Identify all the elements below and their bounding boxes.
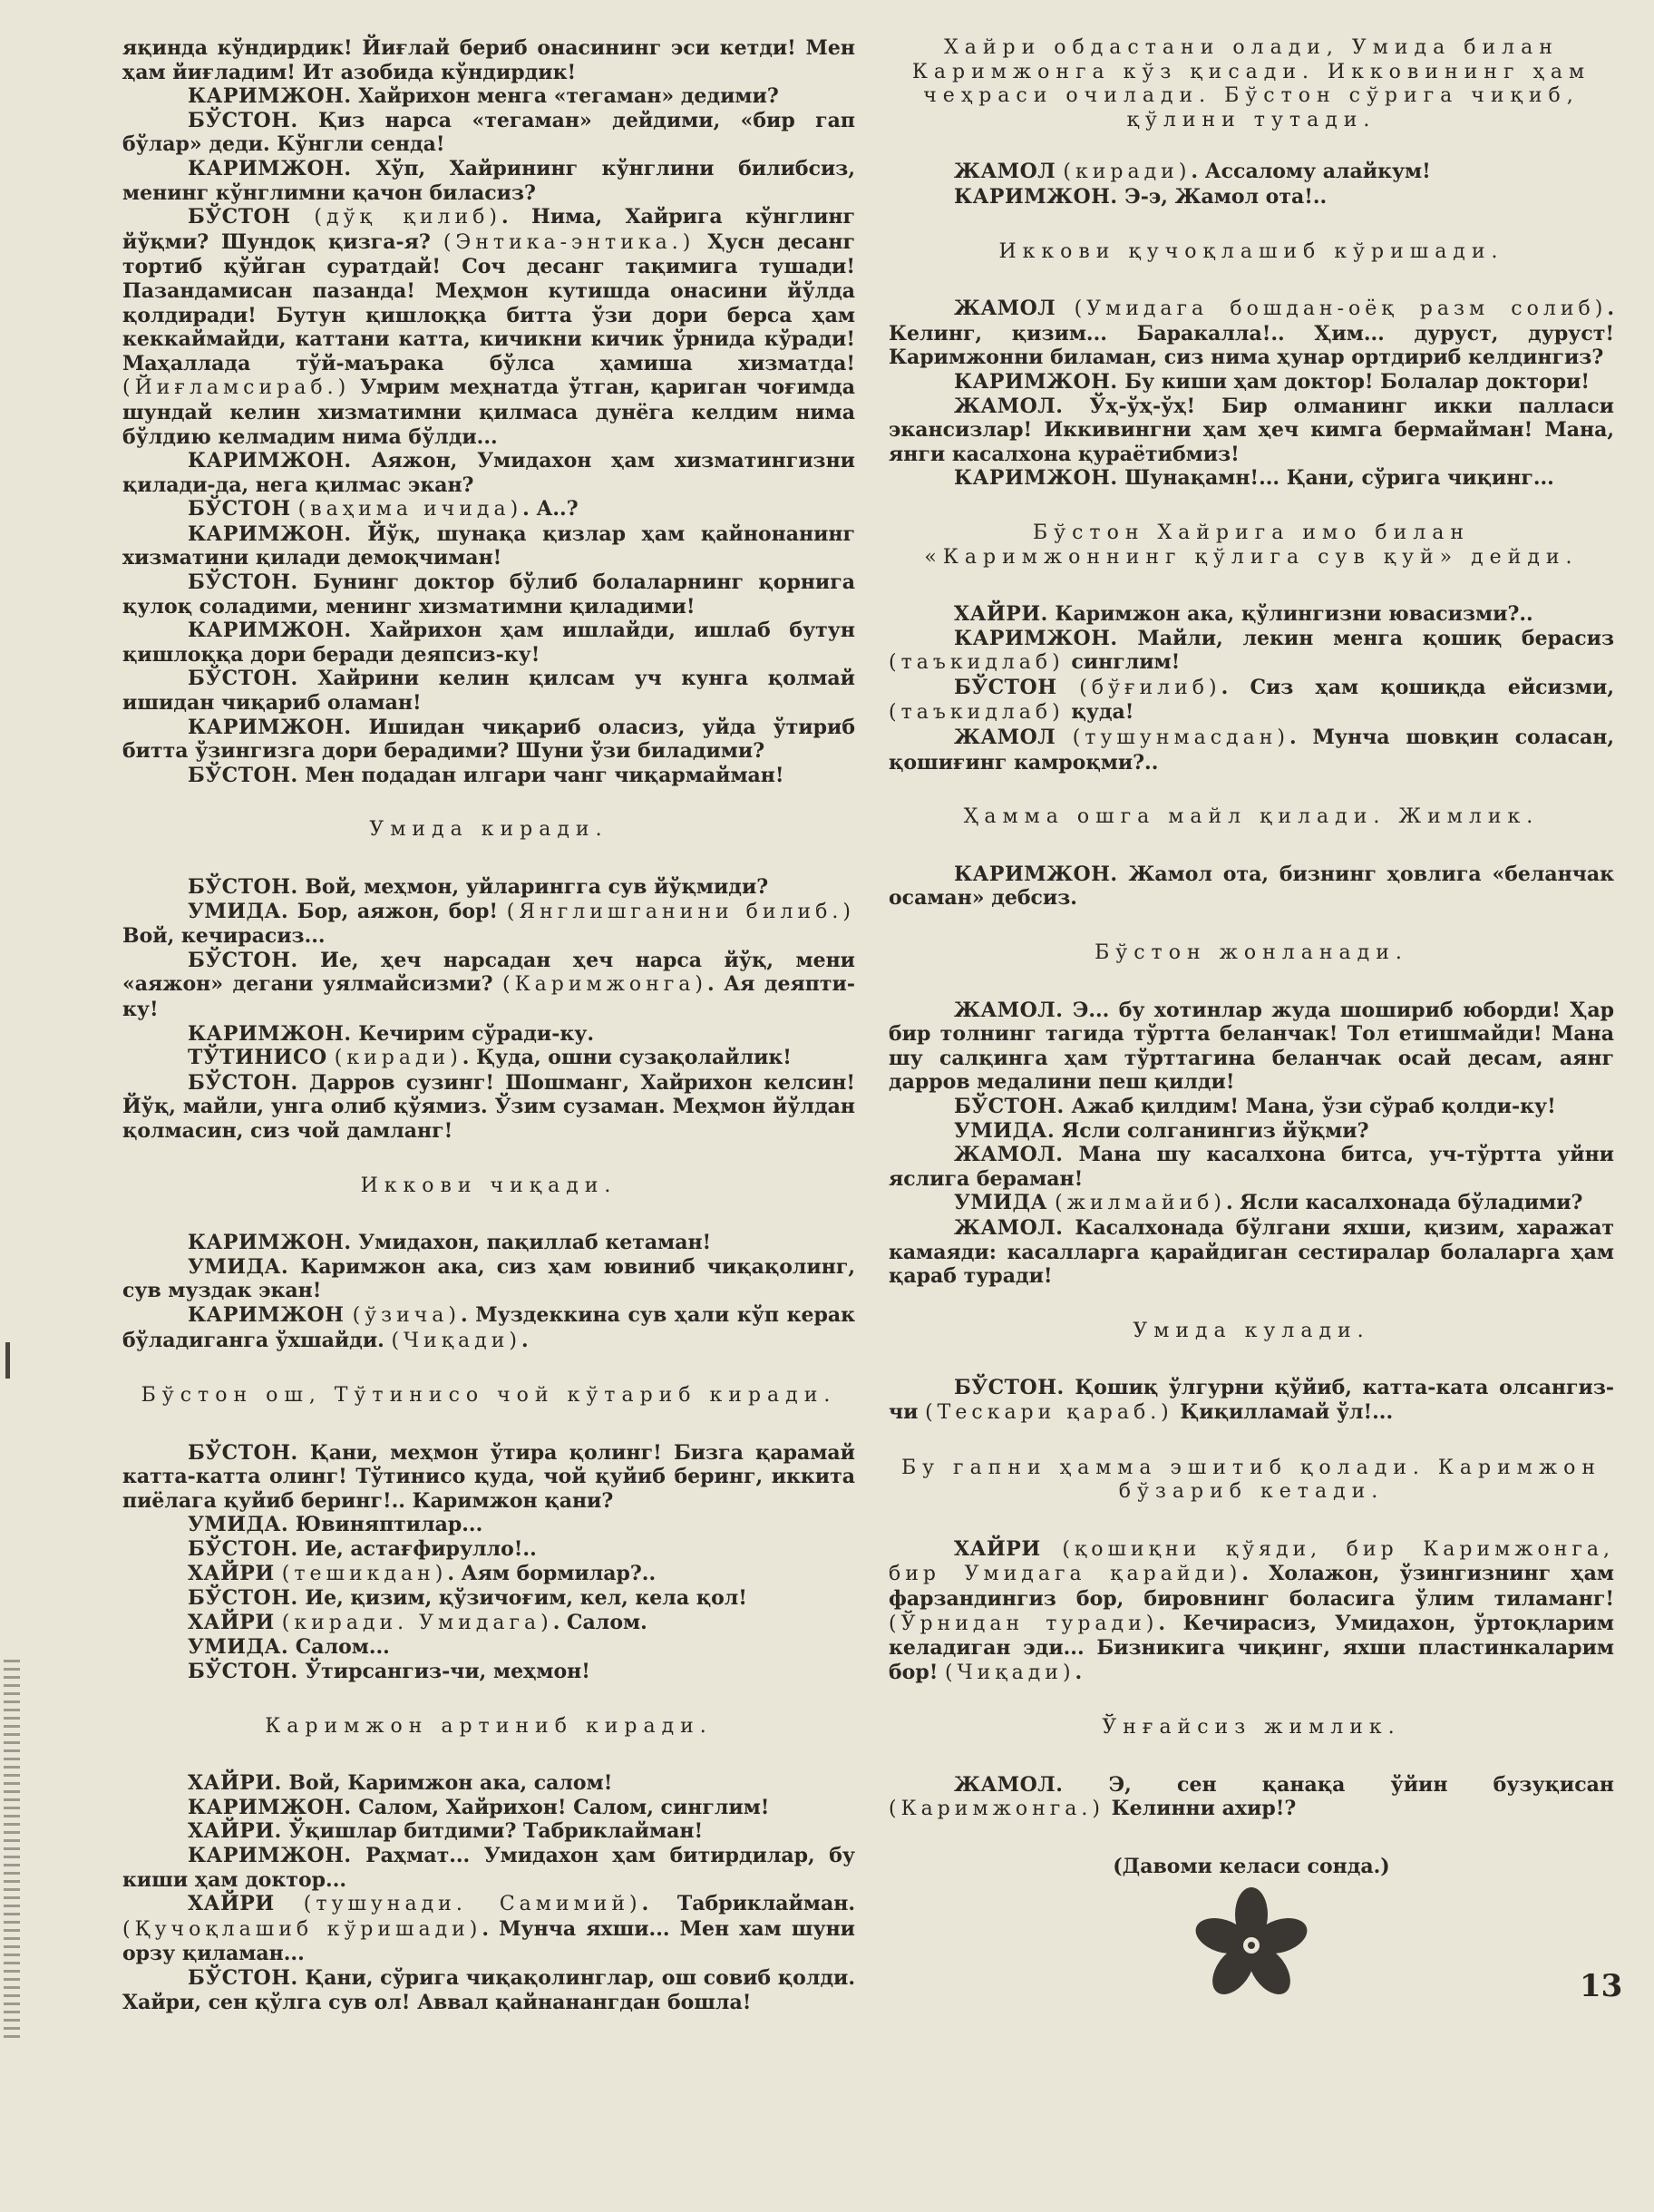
dialogue-line xyxy=(889,862,1614,911)
dialogue-line xyxy=(889,297,1614,370)
speech-text: Касалхонада бўлгани яхши, қизим, харажат камаяди: касалларга қарайдиган сестиралар болаларга ҳам қараб туради! xyxy=(889,1215,1614,1289)
stage-remark: (Чиқади) xyxy=(945,1661,1075,1684)
speech-text: Мен подадан илгари чанг чиқармайман! xyxy=(297,763,784,787)
speech-text: Дарров сузинг! Шошманг, Хайрихон келсин! Йўқ, майли, унга олиб қўямиз. Ўзим сузаман. Меҳмон йўлдан қолмасин, сиз чой дамланг! xyxy=(122,1070,855,1143)
speaker-name: БЎСТОН. xyxy=(188,570,298,595)
stage-direction: Умида киради. xyxy=(369,818,608,842)
dialogue-line xyxy=(122,109,855,157)
speech-text: . Муздеккина сув ҳали кўп керак бўладиганга ўхшайди. xyxy=(122,1302,855,1352)
speech-text: . Салом. xyxy=(552,1610,647,1634)
speech-text: Қиқилламай ўл!... xyxy=(1172,1399,1394,1424)
speech-text: синглим! xyxy=(1064,650,1181,675)
speech-text: . xyxy=(521,1328,529,1352)
stage-remark: (тушунади. Самимий) xyxy=(303,1893,642,1916)
dialogue-line xyxy=(122,1255,855,1303)
stage-direction: Иккови қучоқлашиб кўришади. xyxy=(998,239,1504,263)
speaker-name: КАРИМЖОН. xyxy=(188,84,352,109)
stage-remark: (Чиқади) xyxy=(391,1329,521,1352)
stage-remark: (ўзича) xyxy=(352,1303,461,1327)
stage-remark: (қошиқни қўяди, бир Каримжонга, бир Умидага қарайди) xyxy=(889,1537,1614,1586)
speech-text: Ие, ҳеч нарсадан ҳеч нарса йўқ, мени «аяжон» дегани уялмайсизми? xyxy=(122,948,855,997)
speech-text: . Мунча шовқин соласан, қошиғинг камроқми?.. xyxy=(889,726,1614,775)
dialogue-line xyxy=(889,1095,1614,1119)
speaker-name: УМИДА. xyxy=(188,899,289,923)
stage-remark: (Энтика-энтика.) xyxy=(443,230,696,254)
dialogue-line xyxy=(889,1773,1614,1822)
speech-text: Ишидан чиқариб оласиз, уйда ўтириб битта ўзингизга дори берадими? Шуни ўзи биладими? xyxy=(122,715,855,764)
speaker-name: КАРИМЖОН. xyxy=(188,156,352,180)
stage-remark: (Янглишганини билиб.) xyxy=(506,900,855,923)
dialogue-line xyxy=(122,1586,855,1611)
dialogue-line xyxy=(122,157,855,205)
speech-text: Ўҳ-ўҳ-ўҳ! Бир олманинг икки палласи экансизлар! Иккивингни ҳам ҳеч кимга бермайман! Мана, янги касалхона қураётибмиз! xyxy=(889,394,1614,466)
dialogue-line xyxy=(122,1892,855,1966)
dialogue-line xyxy=(122,1771,855,1796)
speaker-name: УМИДА. xyxy=(188,1635,289,1660)
speaker-name: КАРИМЖОН xyxy=(188,1302,353,1327)
dialogue-line xyxy=(122,497,855,522)
speech-text: . Келинг, қизим... Баракалла!.. Ҳим... дуруст, дуруст! Каримжонни биламан, сиз нима ҳунар ортдириб келдингиз? xyxy=(889,297,1614,370)
speaker-name: БЎСТОН xyxy=(954,675,1080,699)
speech-text: Қани, сўрига чиқақолинглар, ош совиб қолди. Хайри, сен қўлга сув ол! Аввал қайнанангдан бошла! xyxy=(122,1965,855,2014)
dialogue-line xyxy=(889,1119,1614,1144)
dialogue-line xyxy=(122,570,855,619)
speaker-name: БЎСТОН xyxy=(188,205,315,229)
speech-text: Ажаб қилдим! Мана, ўзи сўраб қолди-ку! xyxy=(1064,1095,1556,1118)
dialogue-line xyxy=(122,1022,855,1047)
stage-direction: Бўстон жонланади. xyxy=(1095,941,1408,965)
dialogue-line xyxy=(122,1966,855,2014)
dialogue-line xyxy=(122,1513,855,1537)
stage-remark: (таъкидлаб) xyxy=(889,651,1065,675)
speaker-name: БЎСТОН. xyxy=(188,1537,298,1562)
speech-text: . Ассалому алайкум! xyxy=(1191,160,1431,184)
dialogue-line xyxy=(889,627,1614,676)
dialogue-line xyxy=(122,1819,855,1844)
dialogue-line xyxy=(122,1796,855,1820)
speech-text: . Қуда, ошни сузақолайлик! xyxy=(462,1046,792,1070)
dialogue-line xyxy=(889,1216,1614,1289)
speech-text: Йўқ, шунақа қизлар ҳам қайнонанинг хизматини қилади демоқчиман! xyxy=(122,521,855,570)
stage-remark: (Ўрнидан туради) xyxy=(889,1612,1159,1635)
speaker-name: БЎСТОН xyxy=(188,497,298,521)
dialogue-line xyxy=(122,1071,855,1144)
speaker-name: БЎСТОН. xyxy=(188,1660,298,1684)
dialogue-line xyxy=(122,1562,855,1587)
dialogue-line xyxy=(889,999,1614,1095)
speaker-name: БЎСТОН. xyxy=(954,1095,1065,1118)
speech-text: Мана шу касалхона битса, уч-тўртта уйни яслига бераман! xyxy=(889,1143,1614,1191)
speech-text: Вой, кечирасиз... xyxy=(122,924,326,949)
speech-text: Майли, лекин менга қошиқ берасиз xyxy=(1117,626,1614,650)
stage-remark: (Каримжонга.) xyxy=(889,1798,1104,1821)
speaker-name: КАРИМЖОН. xyxy=(954,626,1118,650)
speech-text: . Ясли касалхонада бўладими? xyxy=(1225,1191,1583,1215)
stage-direction: Ҳамма ошга майл қилади. Жимлик. xyxy=(963,805,1540,829)
speaker-name: БЎСТОН. xyxy=(954,1376,1065,1400)
speech-text: Бор, аяжон, бор! xyxy=(288,899,507,923)
speech-text: . xyxy=(1075,1660,1083,1684)
speaker-name: БЎСТОН. xyxy=(188,875,298,899)
dialogue-line xyxy=(122,764,855,788)
speaker-name: БЎСТОН. xyxy=(188,763,298,787)
speaker-name: ЖАМОЛ xyxy=(954,297,1075,321)
stage-remark: (киради) xyxy=(1063,161,1192,184)
speech-text: Қиз нарса «тегаман» дейдими, «бир гап бўлар» деди. Кўнгли сенда! xyxy=(122,108,855,157)
dialogue-line xyxy=(889,185,1614,210)
speech-text: Ие, астағфирулло!.. xyxy=(297,1537,537,1562)
speech-text: Салом, Хайрихон! Салом, синглим! xyxy=(351,1795,770,1819)
speaker-name: ЖАМОЛ. xyxy=(954,998,1064,1022)
dialogue-line xyxy=(122,1231,855,1255)
speech-text: Вой, меҳмон, уйларингга сув йўқмиди? xyxy=(297,875,769,899)
speech-text: яқинда кўндирдик! Йиғлай бериб онасининг эси кетди! Мен ҳам йиғладим! Ит азобида кўндирдик! xyxy=(122,36,855,84)
continued-note: (Давоми келаси сонда.) xyxy=(1113,1855,1390,1879)
dialogue-line xyxy=(122,1046,855,1071)
dialogue-line xyxy=(122,875,855,900)
dialogue-line xyxy=(122,1537,855,1562)
speech-text: . Табриклайман. xyxy=(641,1892,855,1916)
speech-text: Бунинг доктор бўлиб болаларнинг қорнига қулоқ соладими, менинг хизматимни қиладими! xyxy=(122,570,855,619)
speech-text: Каримжон ака, қўлингизни ювасизми?.. xyxy=(1047,602,1533,627)
stage-remark: (таъкидлаб) xyxy=(889,701,1065,725)
dialogue-line xyxy=(122,522,855,570)
stage-remark: (тушунмасдан) xyxy=(1072,726,1289,750)
speaker-name: ЖАМОЛ. xyxy=(954,394,1064,418)
speech-text: Салом... xyxy=(288,1635,390,1660)
dialogue-line xyxy=(122,716,855,764)
speech-text: . Холажон, ўзингизнинг ҳам фарзандингиз бор, бировнинг боласига ўлим тиламанг! xyxy=(889,1562,1615,1611)
dialogue-line xyxy=(122,1303,855,1353)
speaker-name: ТЎТИНИСО xyxy=(188,1046,335,1070)
speaker-name: КАРИМЖОН. xyxy=(188,449,352,473)
speech-text: Ўқишлар битдими? Табриклайман! xyxy=(281,1819,704,1844)
speaker-name: КАРИМЖОН. xyxy=(188,619,352,643)
speech-text: Келинни ахир!? xyxy=(1104,1797,1297,1821)
dialogue-line xyxy=(122,1635,855,1660)
speech-text: Умрим меҳнатда ўтган, қариган чоғимда шундай келин хизматимни қилмаса дунёга келдим нима бўлдию келмадим нима бўлди... xyxy=(122,375,855,449)
speaker-name: КАРИМЖОН. xyxy=(954,862,1118,886)
speaker-name: БЎСТОН. xyxy=(188,108,298,132)
dialogue-line xyxy=(889,676,1614,726)
speaker-name: КАРИМЖОН. xyxy=(188,1231,352,1255)
speaker-name: КАРИМЖОН. xyxy=(954,466,1118,491)
dialogue-line xyxy=(889,726,1614,775)
dialogue-line xyxy=(889,466,1614,491)
stage-remark: (Йиғламсираб.) xyxy=(122,376,351,400)
speaker-name: КАРИМЖОН. xyxy=(188,1844,352,1867)
edge-mark xyxy=(5,1342,10,1379)
stage-direction: Бу гапни ҳамма эшитиб қолади. Каримжон бўзариб кетади. xyxy=(900,1456,1602,1504)
speaker-name: КАРИМЖОН. xyxy=(188,521,352,546)
speech-text: Кечирим сўради-ку. xyxy=(351,1021,595,1046)
left-column xyxy=(122,36,855,2014)
speaker-name: БЎСТОН. xyxy=(188,1070,298,1095)
speech-text: Хўп, Хайрининг кўнглини билибсиз, менинг кўнглимни қачон биласиз? xyxy=(122,156,855,205)
speech-text: Ўтирсангиз-чи, меҳмон! xyxy=(297,1660,590,1684)
speaker-name: ЖАМОЛ xyxy=(954,726,1073,750)
speech-text: Э, сен қанақа ўйин бузуқисан xyxy=(1063,1772,1614,1797)
dialogue-line xyxy=(122,84,855,109)
speech-text: . Ая деяпти-ку! xyxy=(122,972,855,1021)
speech-text: . Кечирасиз, Умидахон, ўртоқларим келадиган эди... Бизникига чиқинг, яхши пластинкаларим бор! xyxy=(889,1611,1614,1684)
flower-ornament-icon xyxy=(1188,1882,1315,2009)
dialogue-line xyxy=(122,1660,855,1684)
speaker-name: УМИДА xyxy=(954,1191,1056,1215)
speaker-name: УМИДА. xyxy=(188,1254,289,1279)
stage-remark: (тешикдан) xyxy=(281,1562,448,1585)
speaker-name: КАРИМЖОН. xyxy=(188,715,352,739)
dialogue-line xyxy=(122,619,855,667)
speech-text: . А..? xyxy=(522,497,579,521)
dialogue-line xyxy=(889,1143,1614,1191)
stage-remark: (бўғилиб) xyxy=(1079,676,1221,699)
speaker-name: КАРИМЖОН. xyxy=(954,369,1118,394)
dialogue-line xyxy=(889,602,1614,627)
speaker-name: ЖАМОЛ. xyxy=(954,1143,1064,1167)
speech-text: Қошиқ ўлгурни қўйиб, катта-ката олсангиз-чи xyxy=(889,1376,1614,1424)
dialogue-line xyxy=(122,1844,855,1892)
right-column xyxy=(889,36,1614,1879)
stage-remark: (Каримжонга) xyxy=(502,973,707,997)
speech-text: Аяжон, Умидахон ҳам хизматингизни қилади-да, нега қилмас экан? xyxy=(122,449,855,497)
speaker-name: БЎСТОН. xyxy=(188,667,298,691)
speaker-name: БЎСТОН. xyxy=(188,948,298,972)
speech-text: Бу киши ҳам доктор! Болалар доктори! xyxy=(1117,369,1591,394)
speech-text: Э... бу хотинлар жуда шошириб юборди! Ҳар бир толнинг тагида тўртта беланчак! Тол етишмайди! Мана шу салқинга ҳам тўрттагина беланчак осай десам, аянг дарров медалини пеш қилди! xyxy=(889,998,1614,1095)
page-number: 13 xyxy=(1580,1968,1623,2004)
speech-text: Ҳусн десанг тортиб қўйган суратдай! Соч десанг тақимига тушади! Пазандамисан пазанда! Меҳмон кутишда онасини йўлда қолдиради! Бутун қишлоққа битта ўзи дори берса ҳам кеккаймайди, каттани катта, кичикни кичик ўрнида кўради! Маҳаллада тўй-маърака бўлса ҳамиша хизматда! xyxy=(122,229,855,375)
binding-edge xyxy=(4,1660,20,2041)
speech-text: Каримжон ака, сиз ҳам ювиниб чиқақолинг, сув муздак экан! xyxy=(122,1254,855,1303)
dialogue-line xyxy=(122,667,855,715)
stage-remark: (ваҳима ичида) xyxy=(297,498,523,521)
speech-text: Ясли солганингиз йўқми? xyxy=(1055,1118,1369,1143)
speaker-name: БЎСТОН. xyxy=(188,1440,298,1465)
speech-text: Хайрини келин қилсам уч кунга қолмай ишидан чиқариб оламан! xyxy=(122,667,855,716)
speaker-name: ХАЙРИ. xyxy=(954,602,1048,627)
speaker-name: ХАЙРИ xyxy=(188,1610,282,1634)
dialogue-line xyxy=(122,900,855,949)
dialogue-line xyxy=(889,370,1614,395)
speech-text: Умидахон, пақиллаб кетаман! xyxy=(351,1231,712,1255)
speaker-name: УМИДА. xyxy=(954,1118,1056,1143)
speech-text: Қани, меҳмон ўтира қолинг! Бизга қарамай катта-катта олинг! Тўтинисо қуда, чой қуйиб беринг, иккита пиёлага қуйиб беринг!.. Каримжон қани? xyxy=(122,1440,855,1513)
speech-text: . Сиз ҳам қошиқда ейсизми, xyxy=(1221,675,1614,699)
stage-direction: Ўнғайсиз жимлик. xyxy=(1102,1716,1401,1739)
speaker-name: ЖАМОЛ. xyxy=(954,1772,1064,1797)
speech-text: Ювиняптилар... xyxy=(288,1513,483,1537)
speaker-name: КАРИМЖОН. xyxy=(954,184,1118,209)
dialogue-line xyxy=(122,1611,855,1636)
speech-text: . Нима, Хайрига кўнглинг йўқми? Шундоқ қизга-я? xyxy=(122,205,855,254)
speaker-name: ХАЙРИ. xyxy=(188,1771,282,1796)
speaker-name: ЖАМОЛ. xyxy=(954,1215,1064,1240)
speech-text: Хайрихон менга «тегаман» дедими? xyxy=(351,84,779,109)
speaker-name: ЖАМОЛ xyxy=(954,160,1064,184)
dialogue-line xyxy=(889,160,1614,185)
stage-remark: (Қучоқлашиб кўришади) xyxy=(122,1917,482,1941)
speech-text: Вой, Каримжон ака, салом! xyxy=(281,1771,613,1796)
speech-text: Хайрихон ҳам ишлайди, ишлаб бутун қишлоққа дори беради деяпсиз-ку! xyxy=(122,619,855,667)
speech-text: Ие, қизим, қўзичоғим, кел, кела қол! xyxy=(297,1586,747,1611)
stage-direction: Бўстон ош, Тўтинисо чой кўтариб киради. xyxy=(141,1384,837,1408)
dialogue-line xyxy=(122,205,855,449)
dialogue-line xyxy=(889,1537,1614,1686)
stage-remark: (киради. Умидага) xyxy=(281,1611,553,1634)
speaker-name: ХАЙРИ xyxy=(188,1892,304,1916)
stage-direction: Каримжон артиниб киради. xyxy=(265,1714,713,1738)
speaker-name: КАРИМЖОН. xyxy=(188,1795,352,1819)
stage-remark: (киради) xyxy=(334,1047,462,1070)
stage-remark: (Умидага бошдан-оёқ разм солиб) xyxy=(1074,297,1608,321)
speaker-name: БЎСТОН. xyxy=(188,1965,298,1990)
dialogue-line xyxy=(122,949,855,1022)
speaker-name: ХАЙРИ xyxy=(188,1561,282,1585)
stage-direction: Бўстон Хайрига имо билан «Каримжоннинг қўлига сув қуй» дейди. xyxy=(924,521,1579,569)
dialogue-line xyxy=(122,1441,855,1514)
speech-text: қуда! xyxy=(1064,700,1134,725)
stage-remark: (жилмайиб) xyxy=(1055,1192,1226,1215)
speech-text: . Аям бормилар?.. xyxy=(447,1561,657,1585)
speaker-name: БЎСТОН. xyxy=(188,1586,298,1611)
speaker-name: ХАЙРИ. xyxy=(188,1819,282,1844)
speech-text: Раҳмат... Умидахон ҳам битирдилар, бу киши ҳам доктор... xyxy=(122,1844,855,1892)
speaker-name: ХАЙРИ xyxy=(954,1536,1063,1561)
stage-direction: Иккови чиқади. xyxy=(360,1174,618,1197)
speech-text: Э-э, Жамол ота!.. xyxy=(1117,184,1328,209)
speech-text: . Мунча яхши... Мен хам шуни орзу қиламан... xyxy=(122,1916,855,1966)
speaker-name: УМИДА. xyxy=(188,1513,289,1537)
dialogue-line xyxy=(122,36,855,84)
stage-direction: Хайри обдастани олади, Умида билан Каримжонга кўз қисади. Икковининг ҳам чеҳраси очилади. Бўстон сўрига чиқиб, қўлини тутади. xyxy=(911,36,1591,132)
stage-remark: (дўқ қилиб) xyxy=(314,206,501,229)
dialogue-line xyxy=(889,1376,1614,1425)
speaker-name: КАРИМЖОН. xyxy=(188,1021,352,1046)
speech-text: Жамол ота, бизнинг ҳовлига «беланчак осаман» дебсиз. xyxy=(889,862,1614,911)
stage-direction: Умида кулади. xyxy=(1133,1319,1370,1342)
dialogue-line xyxy=(889,1191,1614,1216)
dialogue-line xyxy=(122,449,855,497)
dialogue-line xyxy=(889,395,1614,467)
stage-remark: (Тескари қараб.) xyxy=(925,1400,1173,1424)
speech-text: Шунақамн!... Қани, сўрига чиқинг... xyxy=(1117,466,1554,491)
